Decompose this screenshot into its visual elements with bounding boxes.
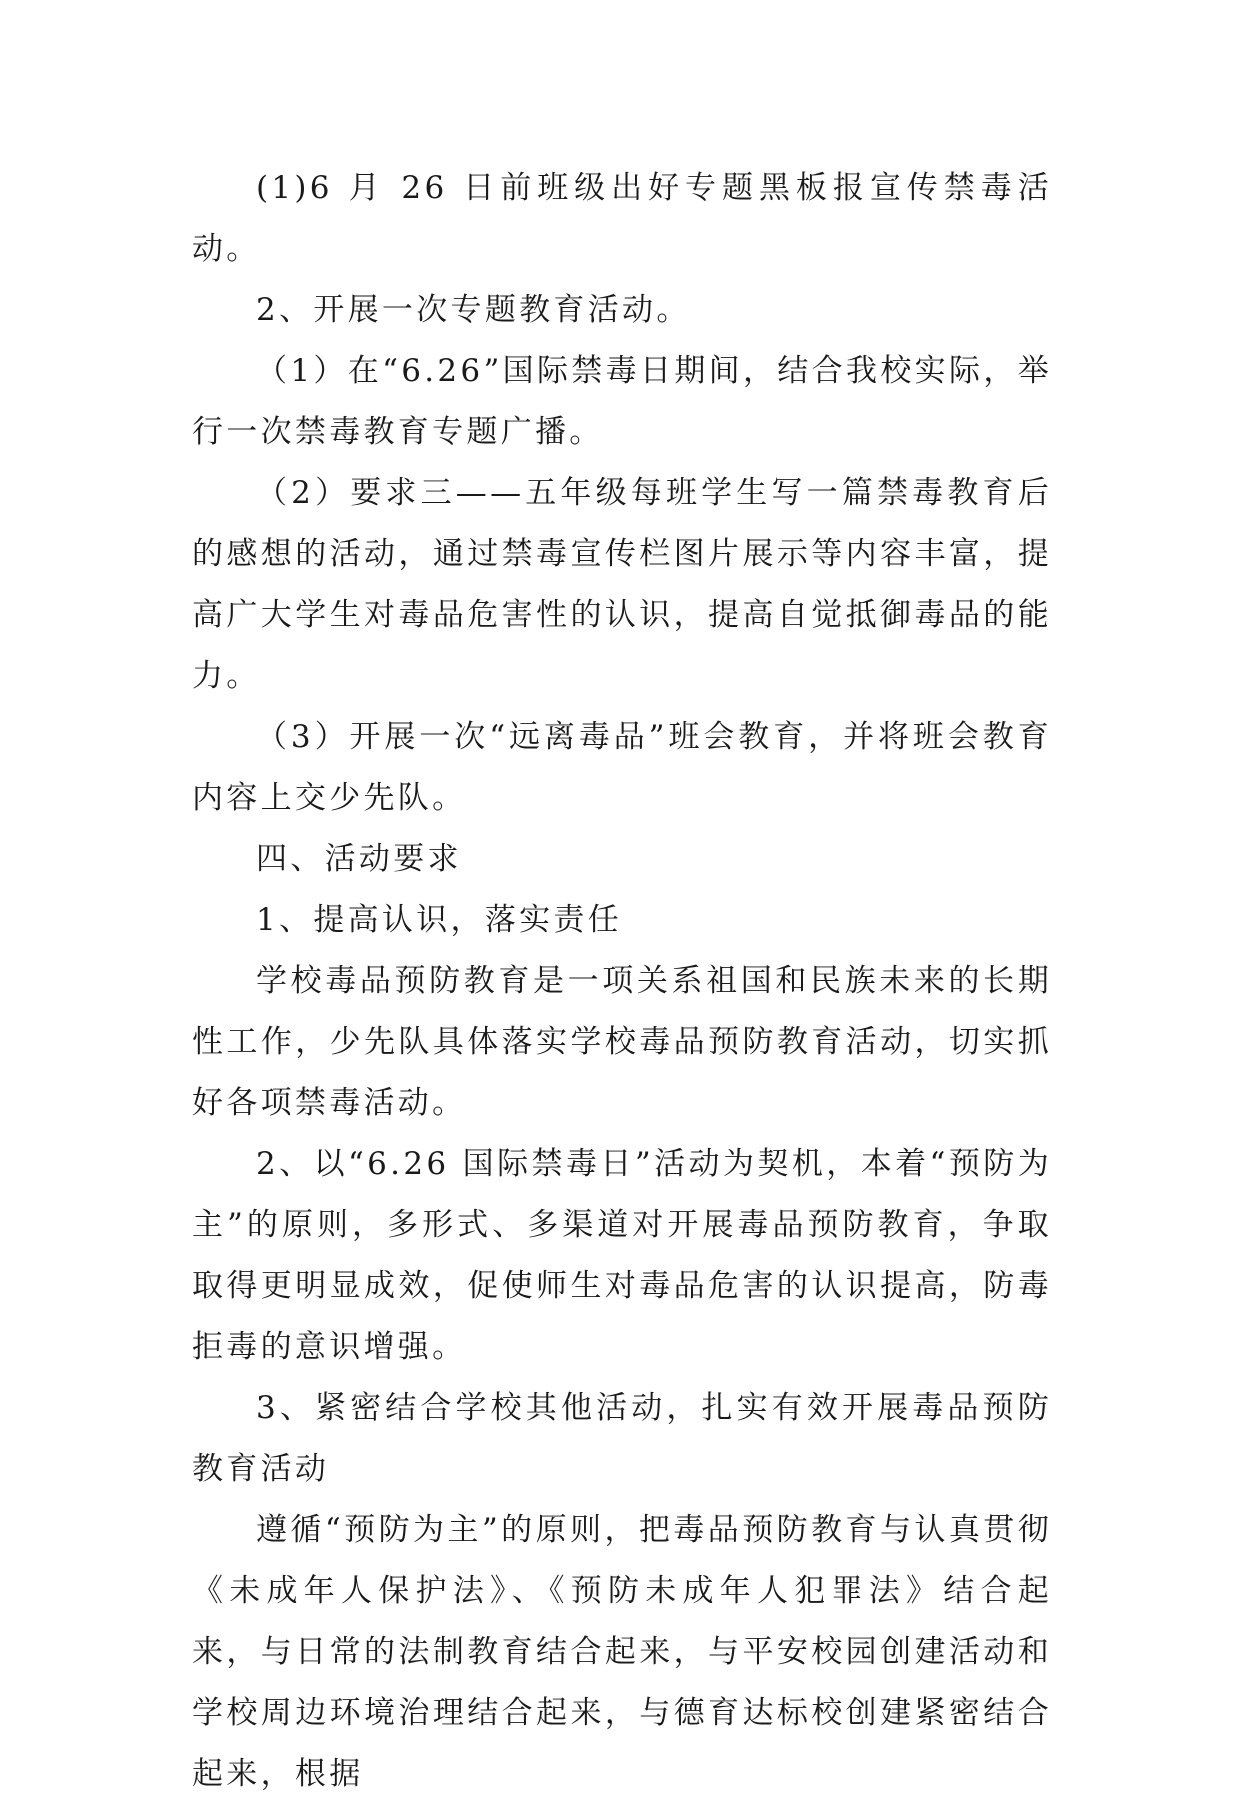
paragraph-essay-activity: （2）要求三——五年级每班学生写一篇禁毒教育后的感想的活动，通过禁毒宣传栏图片展示等内容丰富，提高广大学生对毒品危害性的认识，提高自觉抵御毒品的能力。: [192, 475, 1052, 694]
section-heading-requirements: 四、活动要求: [256, 841, 462, 877]
paragraph-long-term-work: 学校毒品预防教育是一项关系祖国和民族未来的长期性工作，少先队具体落实学校毒品预防教育活动，切实抓好各项禁毒活动。: [192, 963, 1052, 1121]
paragraph-prevention-principle: 遵循“预防为主”的原则，把毒品预防教育与认真贯彻《未成年人保护法》、《预防未成年人犯罪法》结合起来，与日常的法制教育结合起来，与平安校园创建活动和学校周边环境治理结合起来，与德育达标校创建紧密结合起来，根据: [192, 1512, 1052, 1792]
document-body: [192, 158, 1052, 1805]
subheading-combine-activities: 3、紧密结合学校其他活动，扎实有效开展毒品预防教育活动: [192, 1390, 1052, 1487]
paragraph-blackboard-report: (1)6 月 26 日前班级出好专题黑板报宣传禁毒活动。: [192, 170, 1052, 267]
paragraph-class-meeting: （3）开展一次“远离毒品”班会教育，并将班会教育内容上交少先队。: [192, 719, 1052, 816]
subheading-raise-awareness: 1、提高认识，落实责任: [256, 902, 623, 938]
paragraph-broadcast: （1）在“6.26”国际禁毒日期间，结合我校实际，举行一次禁毒教育专题广播。: [192, 353, 1052, 450]
paragraph-education-activity-heading: 2、开展一次专题教育活动。: [256, 292, 691, 328]
paragraph-anti-drug-day: 2、以“6.26 国际禁毒日”活动为契机，本着“预防为主”的原则，多形式、多渠道对开展毒品预防教育，争取取得更明显成效，促使师生对毒品危害的认识提高，防毒拒毒的意识增强。: [192, 1146, 1052, 1365]
